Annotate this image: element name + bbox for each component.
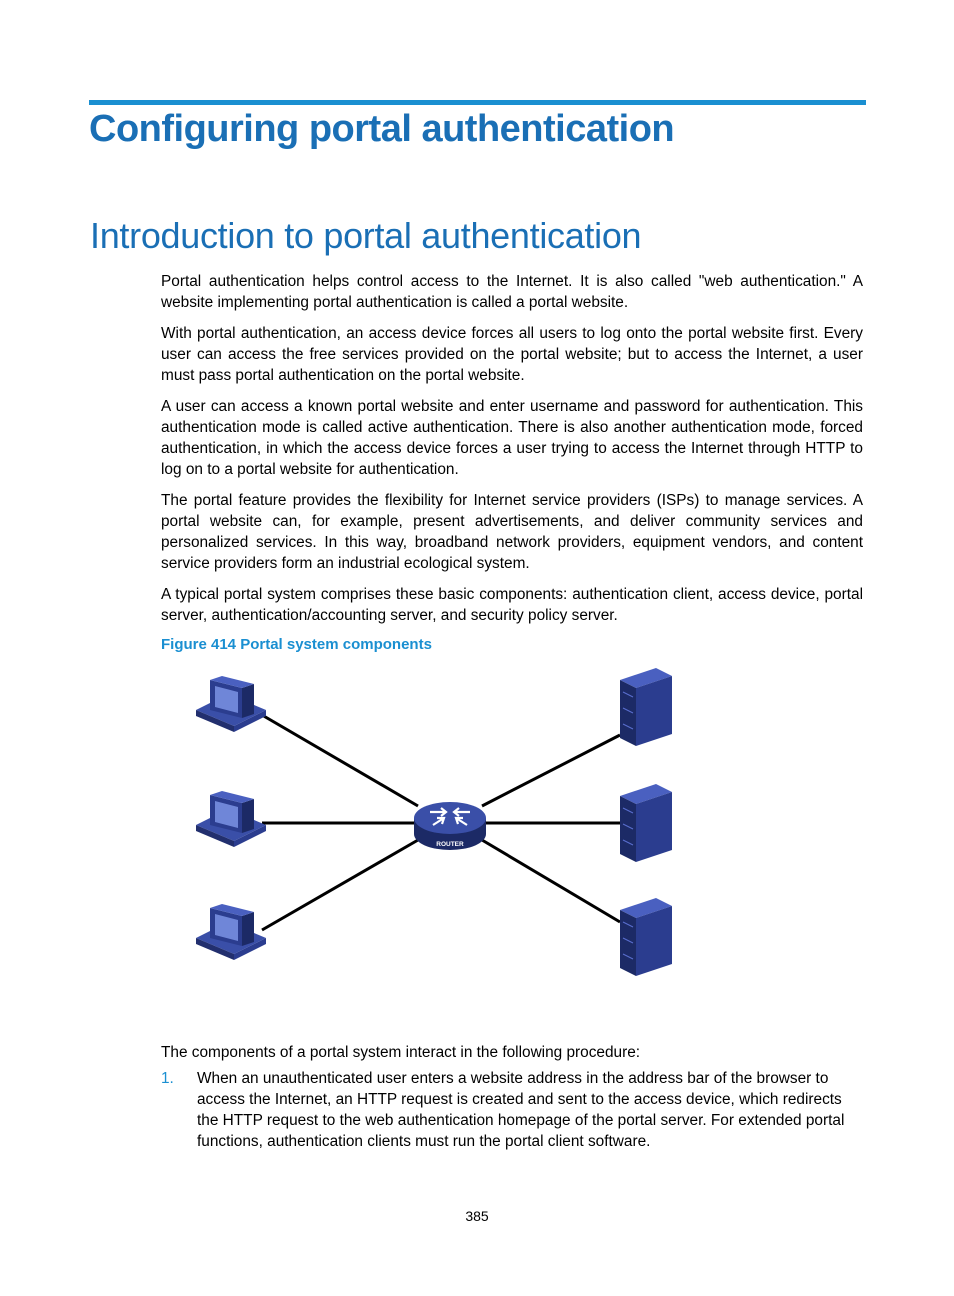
router-label: ROUTER xyxy=(436,841,464,848)
paragraph-2: With portal authentication, an access device forces all users to log onto the portal website first. Every user can access the free services provided on the portal website; but to access the Internet, a user must pass portal authentication on the portal website. xyxy=(161,325,863,384)
paragraph-5: A typical portal system comprises these basic components: authentication client, access device, portal server, authentication/accounting server, and security policy server. xyxy=(161,586,863,624)
client-pc-2 xyxy=(196,791,266,847)
server-1 xyxy=(620,668,672,746)
section-title: Introduction to portal authentication xyxy=(90,215,642,256)
portal-system-diagram xyxy=(190,660,690,980)
step-number: 1. xyxy=(161,1070,174,1087)
chapter-title: Configuring portal authentication xyxy=(89,108,675,150)
chapter-rule xyxy=(89,100,866,105)
paragraph-3: A user can access a known portal website and enter username and password for authentication. This authentication mode is called active authentication. There is also another authentication mode, forced authentication, in which the access device forces a user trying to access the Internet through HTTP to log on to a portal website for authentication. xyxy=(161,398,863,478)
procedure-step xyxy=(161,1068,864,1152)
procedure-intro: The components of a portal system interact in the following procedure: xyxy=(161,1044,641,1061)
figure-caption: Figure 414 Portal system components xyxy=(161,636,432,653)
paragraph-1: Portal authentication helps control access to the Internet. It is also called "web authentication." A website implementing portal authentication is called a portal website. xyxy=(161,273,863,311)
server-3 xyxy=(620,898,672,976)
client-pc-3 xyxy=(196,904,266,960)
page-number: 385 xyxy=(465,1208,489,1224)
step-text: When an unauthenticated user enters a website address in the address bar of the browser to access the Internet, an HTTP request is created and sent to the access device, which redirects the HTTP request to the web authentication homepage of the portal server. For extended portal functions, authentication clients must run the portal client software. xyxy=(197,1070,845,1150)
procedure-steps xyxy=(161,1068,864,1152)
client-pc-1 xyxy=(196,676,266,732)
server-2 xyxy=(620,784,672,862)
paragraph-4: The portal feature provides the flexibility for Internet service providers (ISPs) to manage services. A portal website can, for example, present advertisements, and deliver community services and personalized services. In this way, broadband network providers, equipment vendors, and content service providers form an industrial ecological system. xyxy=(161,492,863,572)
router-icon xyxy=(414,802,486,850)
